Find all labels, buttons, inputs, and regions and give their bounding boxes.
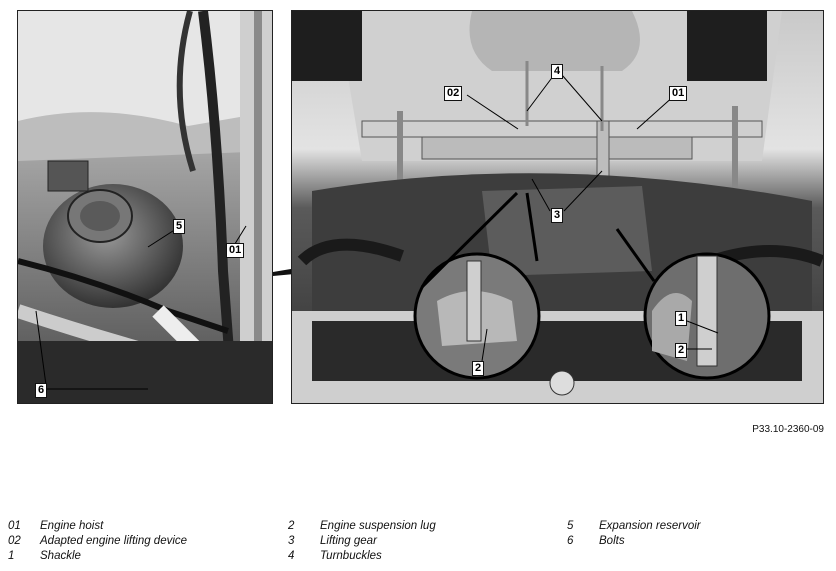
legend-text: Lifting gear xyxy=(320,535,377,547)
legend-number: 3 xyxy=(288,535,295,547)
callout-01: 01 xyxy=(226,243,244,258)
legend-text: Shackle xyxy=(40,550,81,562)
legend-text: Turnbuckles xyxy=(320,550,382,562)
legend-item xyxy=(288,550,436,565)
figure-code: P33.10-2360-09 xyxy=(752,424,824,435)
left-detail-photo xyxy=(17,10,273,404)
callout-4: 4 xyxy=(551,64,563,79)
callout-02: 02 xyxy=(444,86,462,101)
legend-column xyxy=(567,520,701,550)
legend-column xyxy=(288,520,436,565)
legend-number: 01 xyxy=(8,520,21,532)
legend-item xyxy=(567,535,701,550)
legend-number: 1 xyxy=(8,550,15,562)
legend-text: Bolts xyxy=(599,535,625,547)
legend-text: Expansion reservoir xyxy=(599,520,701,532)
legend-text: Engine suspension lug xyxy=(320,520,436,532)
expansion-reservoir-photo xyxy=(18,11,273,404)
legend-item xyxy=(288,535,436,550)
legend-number: 2 xyxy=(288,520,295,532)
legend-column xyxy=(8,520,187,565)
legend-number: 6 xyxy=(567,535,574,547)
legend-item xyxy=(8,535,187,550)
legend-text: Engine hoist xyxy=(40,520,104,532)
callout-5: 5 xyxy=(173,219,185,234)
legend-item xyxy=(567,520,701,535)
callout-2: 2 xyxy=(472,361,484,376)
callout-2: 2 xyxy=(675,343,687,358)
legend-number: 4 xyxy=(288,550,295,562)
legend-item xyxy=(288,520,436,535)
callout-6: 6 xyxy=(35,383,47,398)
callout-1: 1 xyxy=(675,311,687,326)
legend-item xyxy=(8,520,187,535)
callout-01: 01 xyxy=(669,86,687,101)
legend-number: 02 xyxy=(8,535,21,547)
callout-3: 3 xyxy=(551,208,563,223)
legend-text: Adapted engine lifting device xyxy=(40,535,188,547)
legend-number: 5 xyxy=(567,520,574,532)
legend-item xyxy=(8,550,187,565)
right-engine-photo xyxy=(291,10,824,404)
